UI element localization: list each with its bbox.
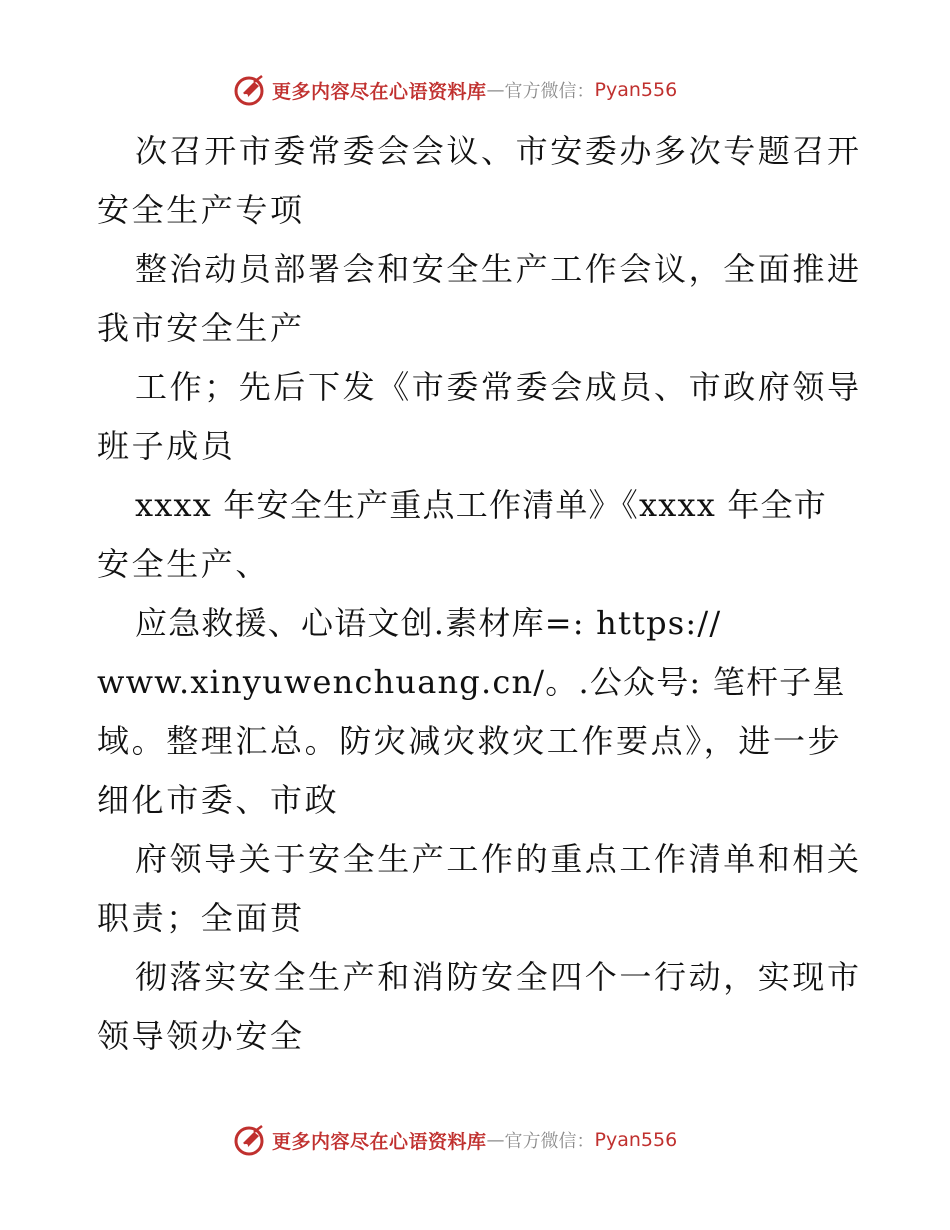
watermark-wechat-label: 官方微信： [504,81,595,102]
text-line: 整治动员部署会和安全生产工作会议，全面推进 [135,250,862,288]
text-line: 次召开市委常委会会议、市安委办多次专题召开 [135,132,862,170]
brand-logo-icon [234,73,268,107]
text-line: 职责；全面贯 [97,899,305,937]
text-line: 我市安全生产 [97,309,305,347]
text-line: 细化市委、市政 [97,781,340,819]
watermark-site-text: 更多内容尽在心语资料库 [272,80,487,103]
text-line: 工作；先后下发《市委常委会成员、市政府领导 [135,368,862,406]
text-line: 应急救援、心语文创.素材库=: https:// [135,604,722,642]
watermark-site-text: 更多内容尽在心语资料库 [272,1130,487,1153]
footer-watermark [234,1122,677,1158]
text-line: 域。整理汇总。防灾减灾救灾工作要点》，进一步 [97,722,843,760]
watermark-wechat-label: 官方微信： [504,1131,595,1152]
text-line: xxxx 年安全生产重点工作清单》《xxxx 年全市 [135,486,827,524]
watermark-wechat-id: Pyan556 [594,1129,678,1151]
brand-logo-icon [234,1123,268,1157]
text-line: 安全生产专项 [97,191,305,229]
text-line: 班子成员 [97,427,236,465]
text-line: 领导领办安全 [97,1017,305,1055]
watermark-wechat-id: Pyan556 [594,79,678,101]
text-line: 彻落实安全生产和消防安全四个一行动，实现市 [135,958,862,996]
header-watermark [234,72,677,108]
text-line: www.xinyuwenchuang.cn/。.公众号: 笔杆子星 [97,663,846,701]
text-line: 府领导关于安全生产工作的重点工作清单和相关 [135,840,862,878]
text-line: 安全生产、 [97,545,271,583]
watermark-dash: — [486,79,505,101]
document-body [97,122,862,1066]
watermark-dash: — [486,1129,505,1151]
